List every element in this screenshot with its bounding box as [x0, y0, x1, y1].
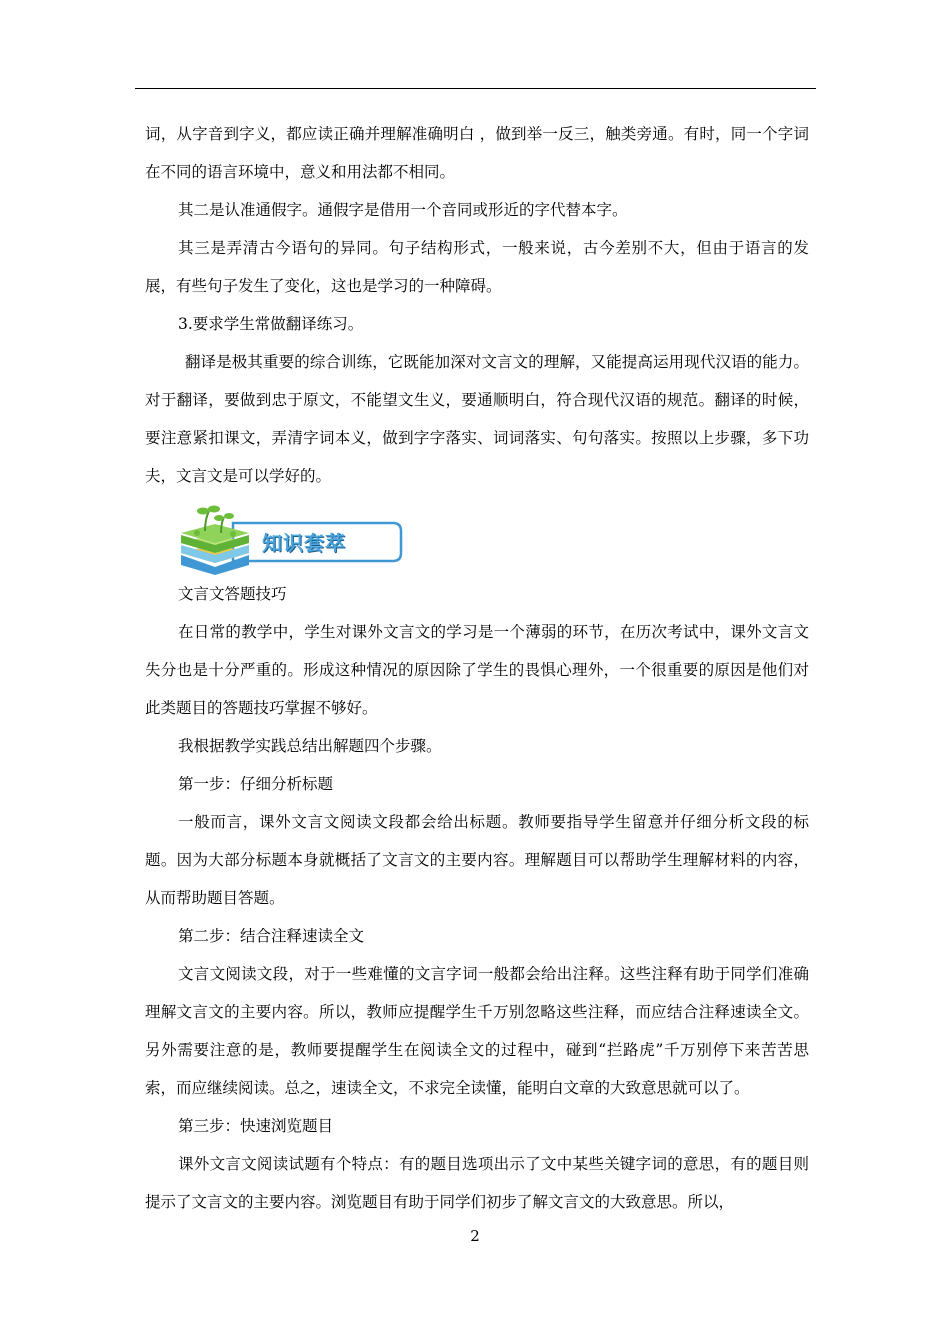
paragraph-intro: 在日常的教学中，学生对课外文言文的学习是一个薄弱的环节，在历次考试中，课外文言文失分也是十分严重的。形成这种情况的原因除了学生的畏惧心理外，一个很重要的原因是他们对此类题目的答题技巧掌握不够好。	[145, 623, 809, 717]
step-three-heading: 第三步：快速浏览题目	[178, 1117, 334, 1135]
section-title: 文言文答题技巧	[178, 585, 287, 603]
paragraph-heading-translation: 3.要求学生常做翻译练习。	[178, 315, 364, 333]
step-two-body: 文言文阅读文段，对于一些难懂的文言字词一般都会给出注释。这些注释有助于同学们准确理解文言文的主要内容。所以，教师应提醒学生千万别忽略这些注释，而应结合注释速读全文。另外需要注意的是，教师要提醒学生在阅读全文的过程中，碰到“拦路虎”千万别停下来苦苦思索，而应继续阅读。总之，速读全文，不求完全读懂，能明白文章的大致意思就可以了。	[145, 965, 809, 1097]
header-rule	[135, 88, 816, 89]
paragraph-continued: 词，从字音到字义，都应读正确并理解准确明白 ，做到举一反三，触类旁通。有时，同一个字词在不同的语言环境中，意义和用法都不相同。	[145, 125, 809, 181]
page-number: 2	[470, 1227, 480, 1245]
step-one-body: 一般而言，课外文言文阅读文段都会给出标题。教师要指导学生留意并仔细分析文段的标题。因为大部分标题本身就概括了文言文的主要内容。理解题目可以帮助学生理解材料的内容，从而帮助题目答题。	[145, 813, 809, 907]
step-one-heading: 第一步：仔细分析标题	[178, 775, 334, 793]
page-body	[145, 115, 809, 1221]
paragraph-tongjiazi: 其二是认准通假字。通假字是借用一个音同或形近的字代替本字。	[178, 201, 628, 219]
knowledge-banner	[175, 503, 415, 575]
step-three-body: 课外文言文阅读试题有个特点：有的题目选项出示了文中某些关键字词的意思，有的题目则提示了文言文的主要内容。浏览题目有助于同学们初步了解文言文的大致意思。所以，	[145, 1155, 809, 1211]
banner-label: 知识套萃	[262, 531, 346, 555]
paragraph-gujin-yutong: 其三是弄清古今语句的异同。句子结构形式，一般来说，古今差别不大，但由于语言的发展，有些句子发生了变化，这也是学习的一种障碍。	[145, 239, 809, 295]
paragraph-steps-summary: 我根据教学实践总结出解题四个步骤。	[178, 737, 442, 755]
step-two-heading: 第二步：结合注释速读全文	[178, 927, 365, 945]
paragraph-translation: 翻译是极其重要的综合训练，它既能加深对文言文的理解，又能提高运用现代汉语的能力。对于翻译，要做到忠于原文，不能望文生义，要通顺明白，符合现代汉语的规范。翻译的时候，要注意紧扣课文，弄清字词本义，做到字字落实、词词落实、句句落实。按照以上步骤，多下功夫，文言文是可以学好的。	[145, 353, 809, 485]
